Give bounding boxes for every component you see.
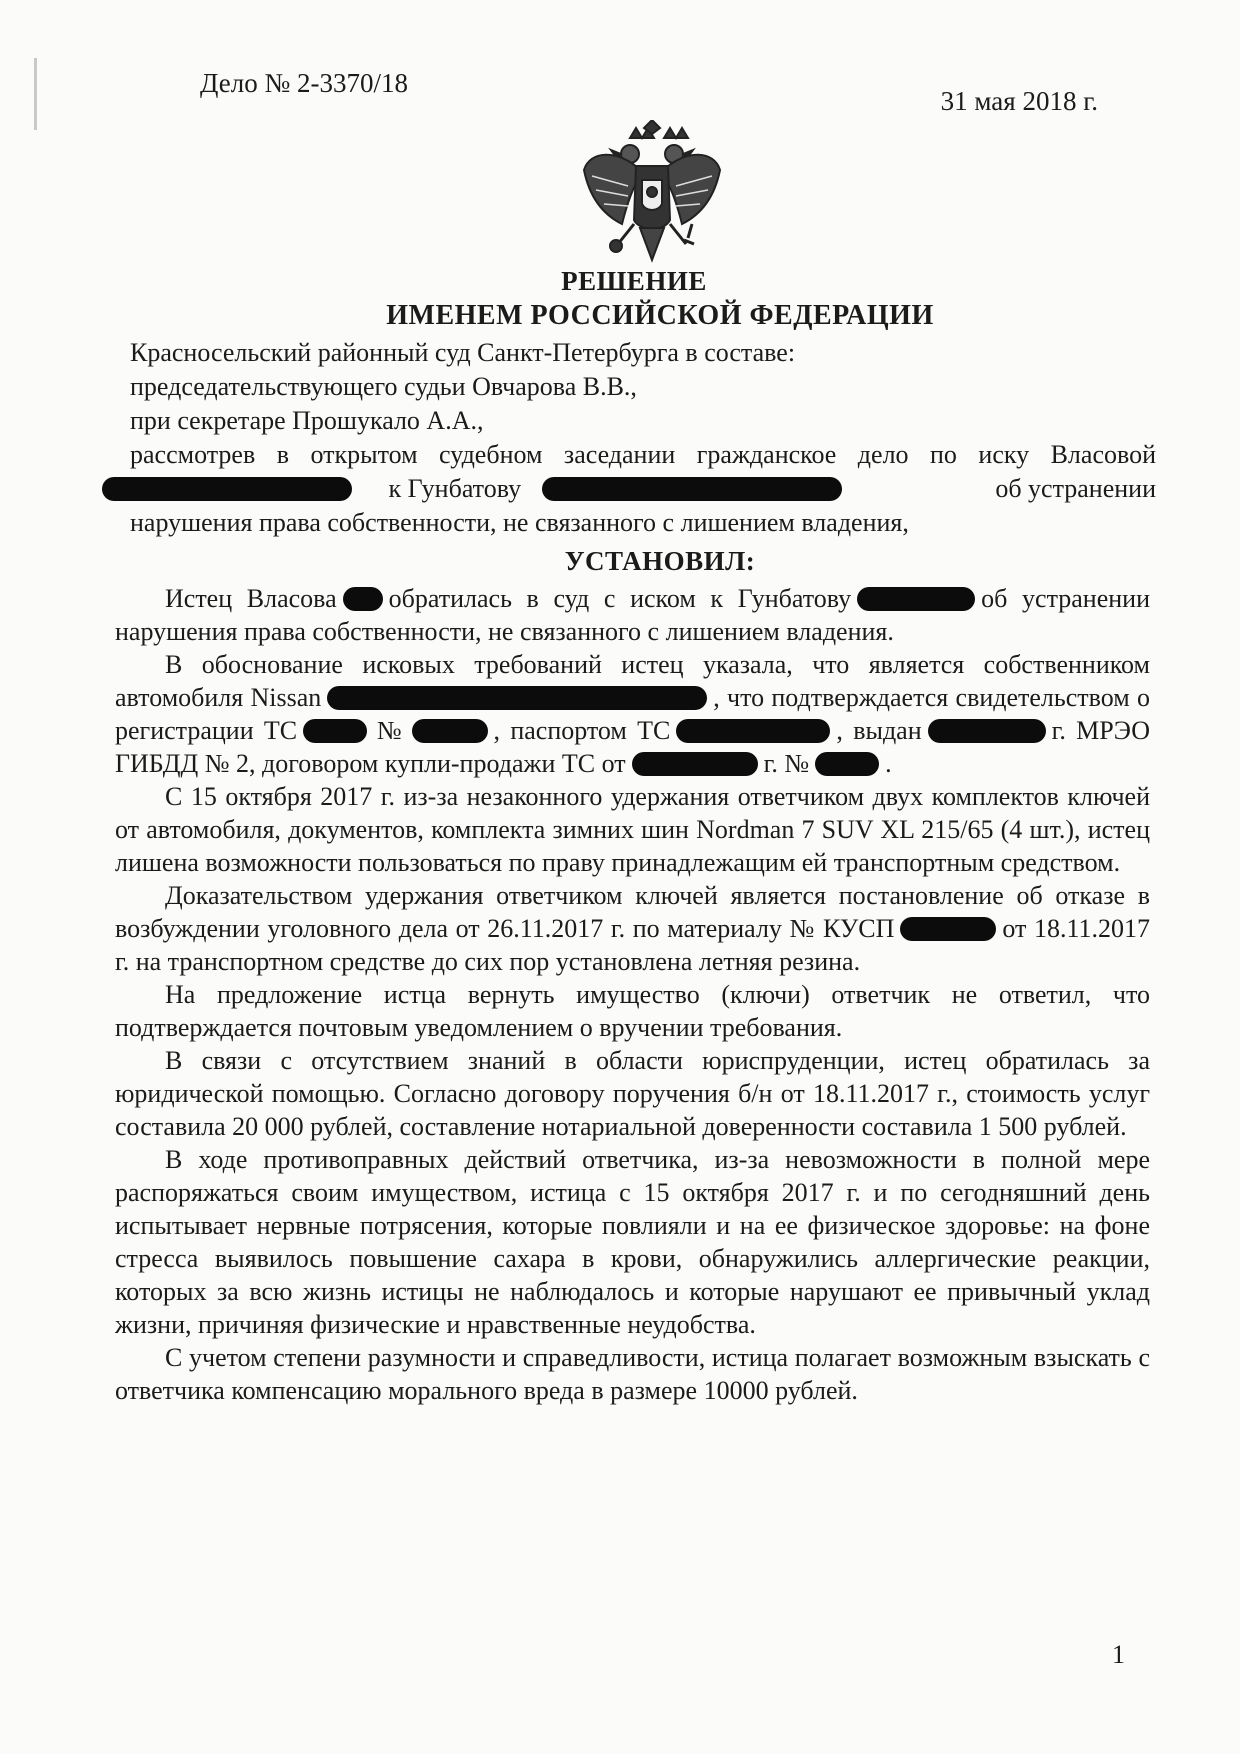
redaction-mark — [102, 477, 352, 501]
p2-part-g: г. № — [763, 749, 810, 778]
redaction-mark — [412, 719, 488, 743]
document-subtitle: ИМЕНЕМ РОССИЙСКОЙ ФЕДЕРАЦИИ — [386, 300, 934, 331]
decision-body — [115, 582, 1150, 1407]
intro-judge: председательствующего судьи Овчарова В.В., — [130, 372, 637, 401]
paragraph-legal-costs: В связи с отсутствием знаний в области юриспруденции, истец обратилась за юридической помощью. Согласно договору поручения б/н от 18.11.2017 г., стоимость услуг составила 20 000 рублей, составление нотариальной доверенности составила 1 500 рублей. — [115, 1046, 1150, 1141]
redaction-mark — [676, 719, 830, 743]
redaction-mark — [928, 719, 1046, 743]
redaction-mark — [343, 587, 383, 611]
p2-part-d: , паспортом ТС — [493, 716, 671, 745]
redaction-mark — [303, 719, 367, 743]
redaction-mark — [857, 587, 975, 611]
p2-part-e: , выдан — [836, 716, 922, 745]
redaction-mark — [542, 477, 842, 501]
intro-parties — [130, 472, 1156, 506]
paragraph-compensation: С учетом степени разумности и справедливости, истица полагает возможным взыскать с ответчика компенсацию морального вреда в размере 10000 рублей. — [115, 1343, 1150, 1405]
p2-part-c: № — [373, 716, 406, 745]
paragraph-deprivation: С 15 октября 2017 г. из-за незаконного удержания ответчиком двух комплектов ключей от автомобиля, документов, комплекта зимних шин Nordman 7 SUV XL 215/65 (4 шт.), истец лишена возможности пользоваться по праву принадлежащим ей транспортным средством. — [115, 782, 1150, 877]
court-intro — [130, 336, 1156, 540]
page-number: 1 — [1112, 1640, 1125, 1669]
p4-part-a: Доказательством удержания ответчиком ключей является постановление об отказе в возбуждении уголовного дела от 26.11.2017 г. по материалу № КУСП — [115, 881, 1150, 943]
p2-part-a: В обоснование исковых требований истец указала, что является собственником автомобиля Nissan — [115, 650, 1150, 712]
p1-part-c: об устранении нарушения права собственности, не связанного с лишением владения. — [115, 584, 1150, 646]
document-date: 31 мая 2018 г. — [940, 86, 1098, 116]
p4-part-b: от 18.11.2017 г. на транспортном средстве до сих пор установлена летняя резина. — [115, 914, 1150, 976]
p1-part-b: обратилась в суд с иском к Гунбатову — [388, 584, 852, 613]
p2-part-f: г. МРЭО ГИБДД № 2, договором купли-продажи ТС от — [115, 716, 1151, 778]
established-heading: УСТАНОВИЛ: — [564, 546, 756, 576]
paragraph-claim — [115, 582, 1150, 648]
scan-edge-mark — [34, 58, 37, 130]
intro-defendant-label: к Гунбатову — [388, 474, 522, 503]
p1-part-a: Истец Власова — [165, 584, 337, 613]
redaction-mark — [632, 752, 758, 776]
case-number: Дело № 2-3370/18 — [200, 68, 408, 98]
intro-court: Красносельский районный суд Санкт-Петербурга в составе: — [130, 338, 796, 367]
intro-subject: нарушения права собственности, не связанного с лишением владения, — [130, 508, 909, 537]
paragraph-ownership — [115, 648, 1150, 780]
intro-subject-start: об устранении — [995, 474, 1156, 503]
redaction-mark — [327, 686, 707, 710]
paragraph-moral-harm: В ходе противоправных действий ответчика, из-за невозможности в полной мере распоряжаться своим имуществом, истица с 15 октября 2017 г. и по сегодняшний день испытывает нервные потрясения, которые повлияли и на ее физическое здоровье: на фоне стресса выявилось повышение сахара в крови, обнаружились аллергические реакции, которых за всю жизнь истицы не наблюдалось и которые нарушают ее привычный уклад жизни, причиняя физические и нравственные неудобства. — [115, 1145, 1150, 1339]
redaction-mark — [815, 752, 879, 776]
intro-secretary: при секретаре Прошукало А.А., — [130, 406, 484, 435]
p2-part-h: . — [885, 749, 892, 778]
redaction-mark — [900, 917, 996, 941]
paragraph-evidence — [115, 879, 1150, 978]
double-headed-eagle-icon — [578, 120, 726, 270]
p2-part-b: , что подтверждается свидетельством о регистрации ТС — [115, 683, 1150, 745]
intro-case: рассмотрев в открытом судебном заседании гражданское дело по иску Власовой — [130, 440, 1156, 469]
document-title: РЕШЕНИЕ — [561, 266, 707, 296]
paragraph-demand: На предложение истца вернуть имущество (ключи) ответчик не ответил, что подтверждается почтовым уведомлением о вручении требования. — [115, 980, 1150, 1042]
